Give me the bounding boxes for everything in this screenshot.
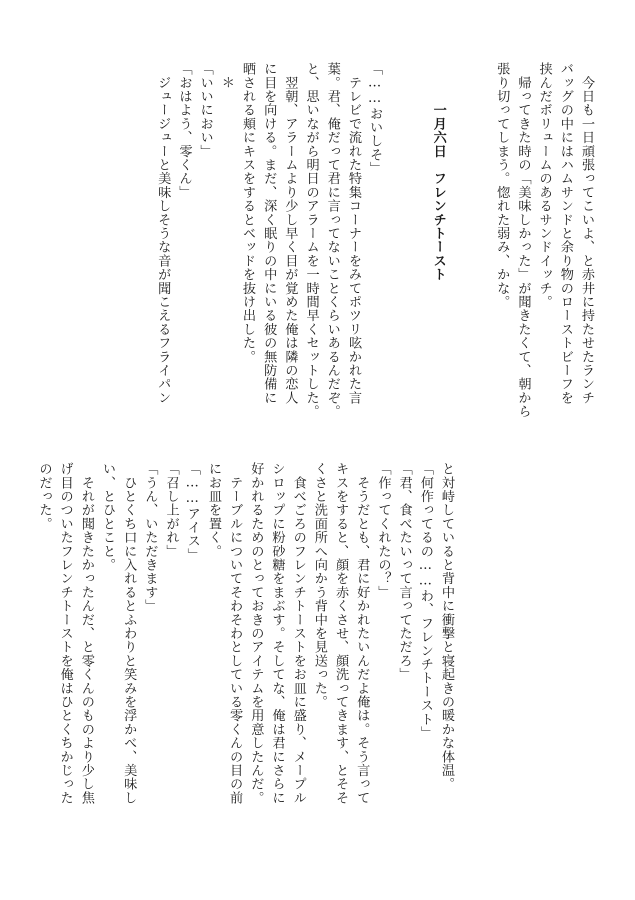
upper-text-block (152, 62, 597, 446)
text-line: い、とひとこと。 (100, 462, 115, 572)
text-line: にお皿を置く。 (205, 462, 221, 558)
text-line: 食べごろのフレンチトーストをお皿に盛り、メープル (290, 462, 306, 805)
text-line: くさと洗面所へ向かう背中を見送った。 (311, 462, 327, 709)
text-line: そうだとも、君に好かれたいんだよ俺は。そう言って (354, 462, 370, 805)
text-line: 「……おいしそ」 (367, 62, 383, 176)
text-line: 「作ってくれたの？」 (375, 462, 391, 599)
text-line: に目を向ける。まだ、深く眠りの中にいる彼の無防備に (261, 62, 277, 405)
text-line: キスをすると、顔を赤くさせ、顔洗ってきます、とそそ (333, 462, 349, 805)
text-line: 「何作ってるの……わ、フレンチトースト」 (417, 462, 433, 740)
text-line: ジュージューと美味しそうな音が聞こえるフライパン (155, 62, 171, 405)
text-line: と、思いながら明日のアラームを一時間早くセットした。 (303, 62, 319, 419)
text-line: ＊ (218, 62, 234, 90)
text-line: 好かれるためのとっておきのアイテムを用意したんだ。 (248, 462, 264, 805)
text-line: 「うん、いただきます」 (142, 462, 158, 613)
text-line (406, 62, 427, 446)
text-line: 「君、食べたいって言ってただろ」 (396, 462, 412, 682)
text-line: 帰ってきた時の「美味しかった」が聞きたくて、朝から (515, 62, 531, 419)
text-line: 晒される頬にキスをするとベッドを抜け出した。 (240, 62, 255, 364)
text-line: 「召し上がれ」 (163, 462, 179, 558)
chapter-heading: 一月六日 フレンチトースト (430, 62, 446, 282)
text-line: テレビで流れた特集コーナーをみてポツリ呟かれた言 (345, 62, 361, 405)
lower-text-block (33, 462, 457, 842)
text-line: シロップに粉砂糖をまぶす。そしてな、俺は君にさらに (269, 462, 285, 805)
text-line: 葉。君、俺だって君に言ってないことくらいあるんだぞ。 (324, 62, 340, 419)
text-line: げ目のついたフレンチトーストを俺はひとくちかじった (57, 462, 73, 805)
text-line: バッグの中にはハムサンドと余り物のローストビーフを (557, 62, 573, 405)
text-line: それが聞きたかったんだ、と零くんのものより少し焦 (78, 462, 94, 805)
text-line (385, 62, 406, 446)
text-line (449, 62, 470, 446)
text-line (470, 62, 491, 446)
text-line: ひとくち口に入れるとふわりと笑みを浮かべ、美味し (121, 462, 137, 805)
text-line: 挟んだボリュームのあるサンドイッチ。 (536, 62, 552, 309)
text-line: 張り切ってしまう。惚れた弱み、かな。 (494, 62, 510, 309)
text-line: 「……アイス」 (184, 462, 200, 562)
text-line: 「おはよう、零くん」 (176, 62, 192, 199)
text-line: のだった。 (36, 462, 52, 531)
text-line: 「いいにおい」 (197, 62, 213, 158)
text-line: テーブルについてそわそわとしている零くんの目の前 (227, 462, 243, 805)
text-line: 今日も一日頑張ってこいよ、と赤井に持たせたランチ (579, 62, 594, 405)
text-line: と対峙していると背中に衝撃と寝起きの暖かな体温。 (439, 462, 454, 791)
text-line: 翌朝、アラームより少し早く目が覚めた俺は隣の恋人 (282, 62, 298, 405)
